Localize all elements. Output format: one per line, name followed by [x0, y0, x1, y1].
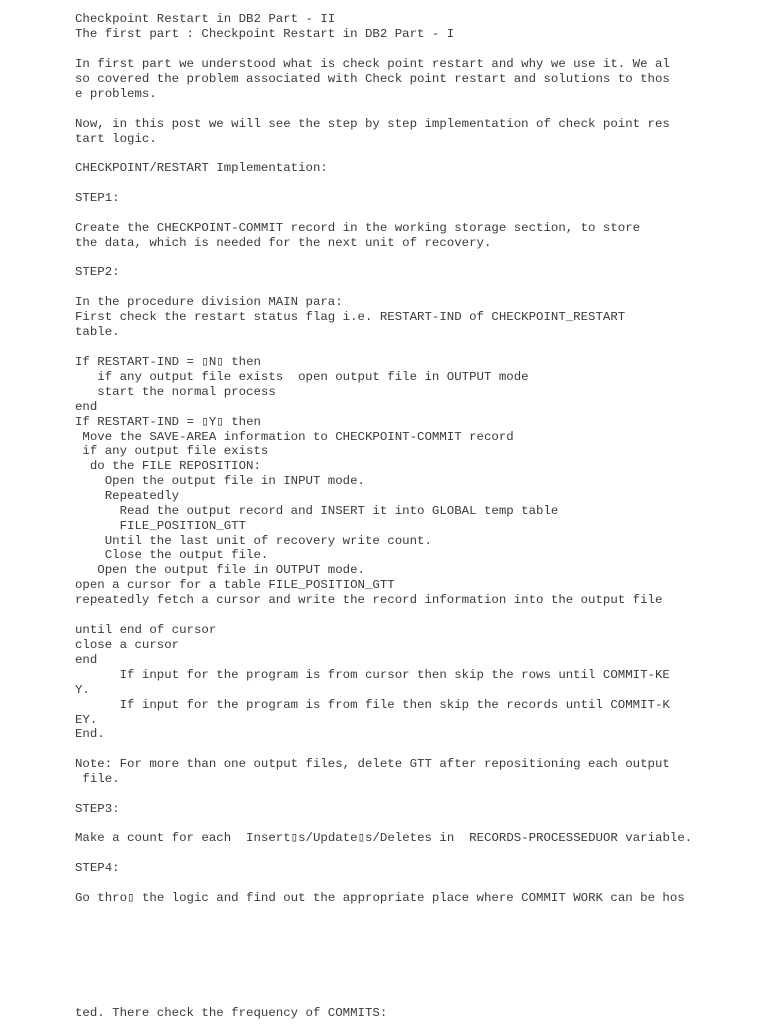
text-line: Now, in this post we will see the step by step implementation of check point res	[75, 117, 670, 131]
code-line: EY.	[75, 713, 98, 727]
step-heading: STEP2:	[75, 265, 120, 279]
code-line: Y.	[75, 683, 90, 697]
code-line: until end of cursor	[75, 623, 217, 637]
document-subtitle: The first part : Checkpoint Restart in DB2 Part - I	[75, 27, 455, 41]
code-line: Repeatedly	[75, 489, 180, 503]
code-line: if any output file exists open output file in OUTPUT mode	[75, 370, 529, 384]
text-line: Create the CHECKPOINT-COMMIT record in the working storage section, to store	[75, 221, 641, 235]
code-line: start the normal process	[75, 385, 276, 399]
note-line: file.	[75, 772, 120, 786]
code-line: If RESTART-IND = ▯N▯ then	[75, 355, 261, 369]
code-line: end	[75, 400, 98, 414]
code-line: If input for the program is from cursor then skip the rows until COMMIT-KE	[75, 668, 670, 682]
code-line: End.	[75, 727, 105, 741]
code-line: close a cursor	[75, 638, 180, 652]
text-line: table.	[75, 325, 120, 339]
code-line: do the FILE REPOSITION:	[75, 459, 261, 473]
code-line: end	[75, 653, 98, 667]
text-line: In first part we understood what is check point restart and why we use it. We al	[75, 57, 670, 71]
code-line: Read the output record and INSERT it into GLOBAL temp table	[75, 504, 559, 518]
text-line: ted. There check the frequency of COMMITS:	[75, 1006, 388, 1020]
text-line: the data, which is needed for the next unit of recovery.	[75, 236, 492, 250]
code-line: Until the last unit of recovery write count.	[75, 534, 432, 548]
code-line: if any output file exists	[75, 444, 269, 458]
section-heading: CHECKPOINT/RESTART Implementation:	[75, 161, 328, 175]
step-heading: STEP1:	[75, 191, 120, 205]
code-line: Move the SAVE-AREA information to CHECKPOINT-COMMIT record	[75, 430, 514, 444]
text-line: so covered the problem associated with Check point restart and solutions to thos	[75, 72, 670, 86]
code-line: FILE_POSITION_GTT	[75, 519, 247, 533]
step-heading: STEP3:	[75, 802, 120, 816]
note-line: Note: For more than one output files, delete GTT after repositioning each output	[75, 757, 670, 771]
step-heading: STEP4:	[75, 861, 120, 875]
code-line: Open the output file in OUTPUT mode.	[75, 563, 365, 577]
code-line: repeatedly fetch a cursor and write the record information into the output file	[75, 593, 663, 607]
document-title: Checkpoint Restart in DB2 Part - II	[75, 12, 336, 26]
text-line: tart logic.	[75, 132, 157, 146]
code-line: If RESTART-IND = ▯Y▯ then	[75, 415, 261, 429]
code-line: Close the output file.	[75, 548, 269, 562]
code-line: If input for the program is from file then skip the records until COMMIT-K	[75, 698, 670, 712]
text-line: First check the restart status flag i.e. RESTART-IND of CHECKPOINT_RESTART	[75, 310, 626, 324]
text-line: Make a count for each Insert▯s/Update▯s/Deletes in RECORDS-PROCESSEDUOR variable.	[75, 831, 693, 845]
code-line: open a cursor for a table FILE_POSITION_GTT	[75, 578, 395, 592]
text-line: In the procedure division MAIN para:	[75, 295, 343, 309]
code-line: Open the output file in INPUT mode.	[75, 474, 365, 488]
text-line: Go thro▯ the logic and find out the appropriate place where COMMIT WORK can be hos	[75, 891, 685, 905]
text-line: e problems.	[75, 87, 157, 101]
